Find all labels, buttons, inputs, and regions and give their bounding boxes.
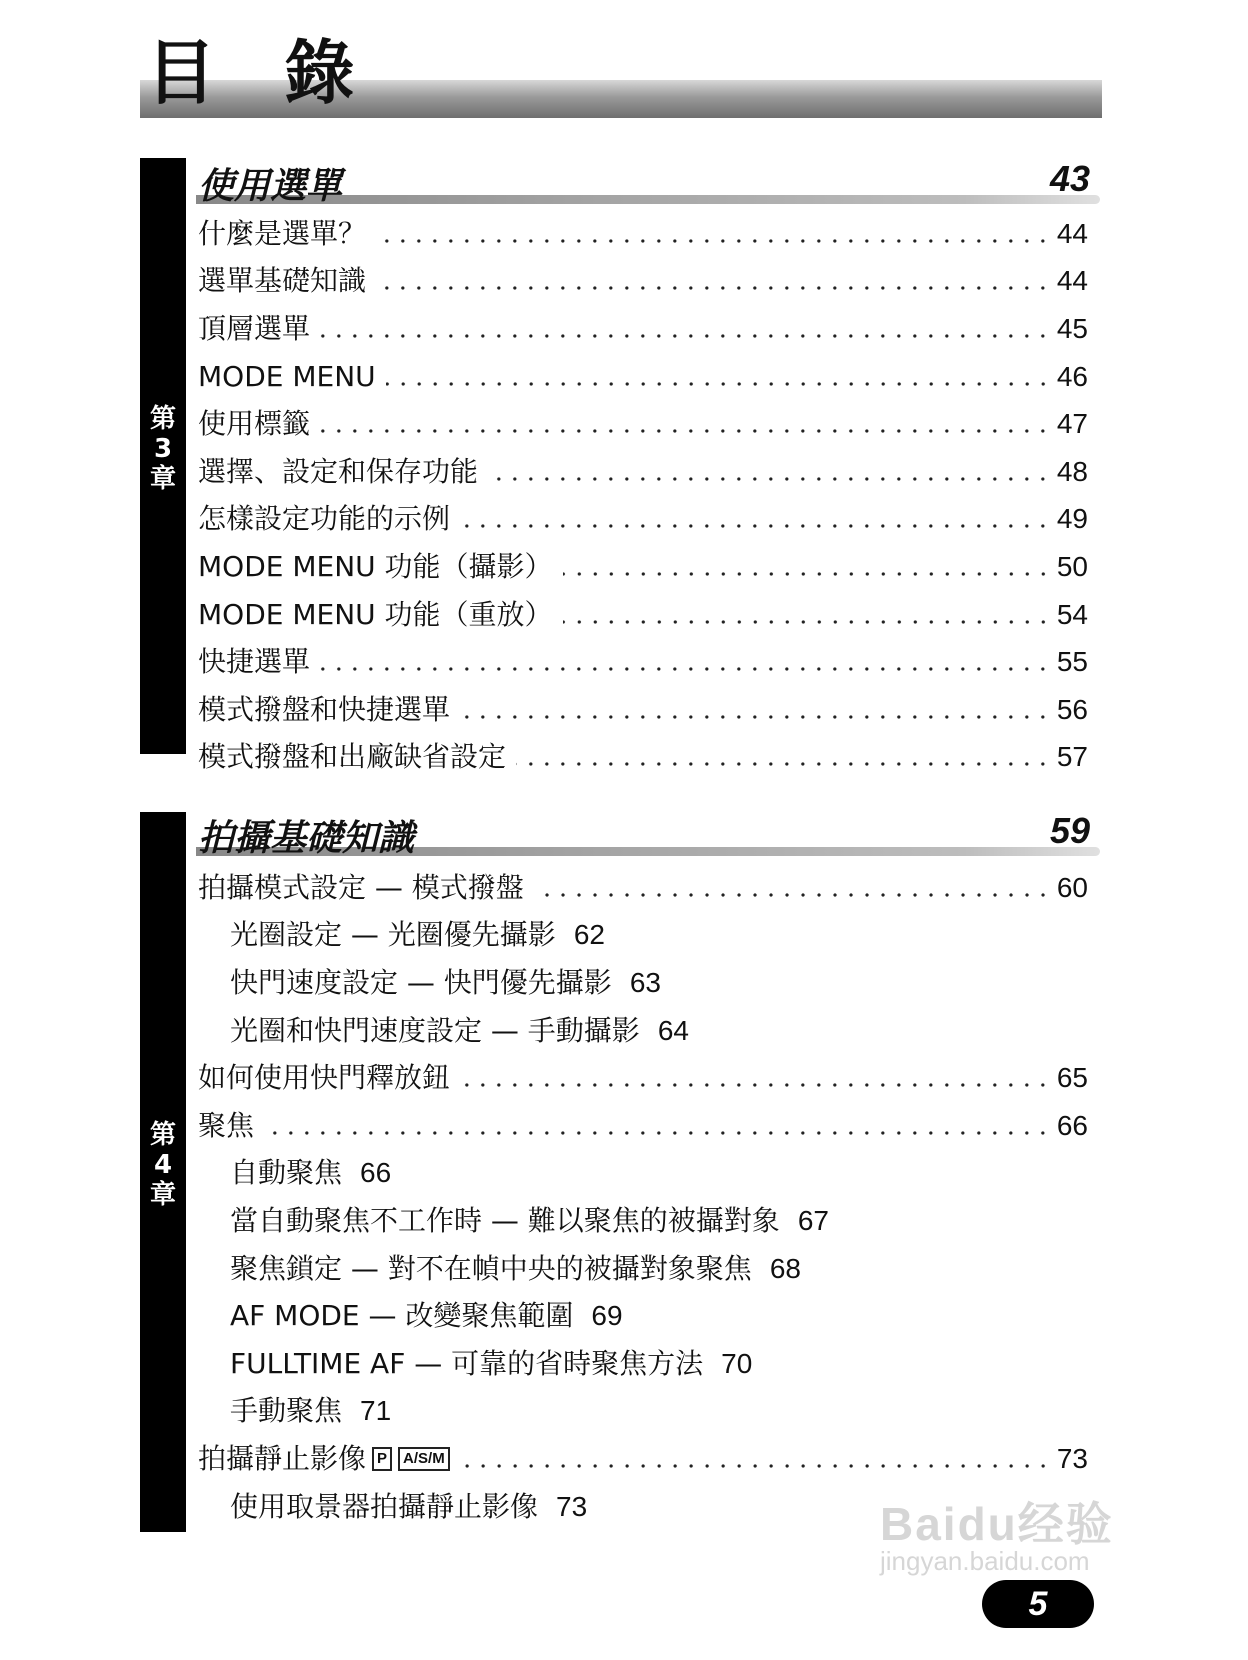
toc-subentry[interactable]: 光圈和快門速度設定 — 手動攝影 64 — [230, 1013, 689, 1047]
chapter-3-title: 使用選單 — [198, 166, 343, 207]
toc-subentry[interactable]: 光圈設定 — 光圈優先攝影 62 — [230, 918, 605, 952]
toc-subentry[interactable]: 聚焦鎖定 — 對不在幀中央的被攝對象聚焦 68 — [230, 1251, 801, 1285]
toc-entry[interactable]: 如何使用快門釋放鈕 65 — [198, 1061, 1088, 1095]
chapter-3-toc — [198, 210, 1088, 781]
chapter-4-title: 拍攝基礎知識 — [198, 818, 415, 859]
chapter-4-page: 59 — [1049, 810, 1090, 851]
toc-entry[interactable]: 選擇、設定和保存功能 48 — [198, 454, 1088, 488]
toc-entry[interactable]: 拍攝靜止影像 P A/S/M 73 — [198, 1441, 1088, 1475]
toc-entry[interactable]: 聚焦 66 — [198, 1108, 1088, 1142]
toc-entry[interactable]: 模式撥盤和出廠缺省設定 57 — [198, 740, 1088, 774]
chapter-3-label: 第 3 章 — [149, 404, 176, 494]
toc-entry[interactable]: MODE MENU 功能（攝影） 50 — [198, 549, 1088, 583]
chapter-4-toc — [198, 864, 1088, 1530]
toc-entry[interactable]: 模式撥盤和快捷選單 56 — [198, 692, 1088, 726]
watermark-url: jingyan.baidu.com — [880, 1546, 1090, 1576]
mode-asm-icon: A/S/M — [398, 1447, 450, 1471]
page-number: 5 — [982, 1580, 1094, 1628]
toc-entry[interactable]: 頂層選單 45 — [198, 311, 1088, 345]
watermark-logo: Baidu经验 — [880, 1498, 1114, 1550]
toc-entry[interactable]: MODE MENU 46 — [198, 359, 1088, 393]
toc-subentry[interactable]: 當自動聚焦不工作時 — 難以聚焦的被攝對象 67 — [230, 1203, 829, 1237]
toc-subentry[interactable]: FULLTIME AF — 可靠的省時聚焦方法 70 — [230, 1346, 753, 1380]
page-title: 目 錄 — [146, 32, 377, 114]
mode-p-icon: P — [372, 1447, 392, 1471]
chapter-3-page: 43 — [1049, 158, 1090, 199]
toc-entry[interactable]: 拍攝模式設定 — 模式撥盤 60 — [198, 870, 1088, 904]
toc-entry[interactable]: 快捷選單 55 — [198, 645, 1088, 679]
toc-subentry[interactable]: 快門速度設定 — 快門優先攝影 63 — [230, 965, 661, 999]
chapter-4-label: 第 4 章 — [149, 1120, 176, 1210]
toc-subentry[interactable]: 手動聚焦 71 — [230, 1394, 392, 1428]
toc-entry[interactable]: 選單基礎知識 44 — [198, 264, 1088, 298]
toc-subentry[interactable]: AF MODE — 改變聚焦範圍 69 — [230, 1299, 623, 1333]
toc-entry[interactable]: 使用標籤 47 — [198, 407, 1088, 441]
toc-subentry[interactable]: 自動聚焦 66 — [230, 1156, 392, 1190]
toc-subentry[interactable]: 使用取景器拍攝靜止影像 73 — [230, 1489, 588, 1523]
toc-entry[interactable]: 怎樣設定功能的示例 49 — [198, 502, 1088, 536]
toc-entry[interactable]: MODE MENU 功能（重放） 54 — [198, 597, 1088, 631]
chapter-4-heading — [196, 810, 1100, 859]
chapter-3-heading — [196, 158, 1100, 207]
toc-entry[interactable]: 什麼是選單？ 44 — [198, 216, 1088, 250]
